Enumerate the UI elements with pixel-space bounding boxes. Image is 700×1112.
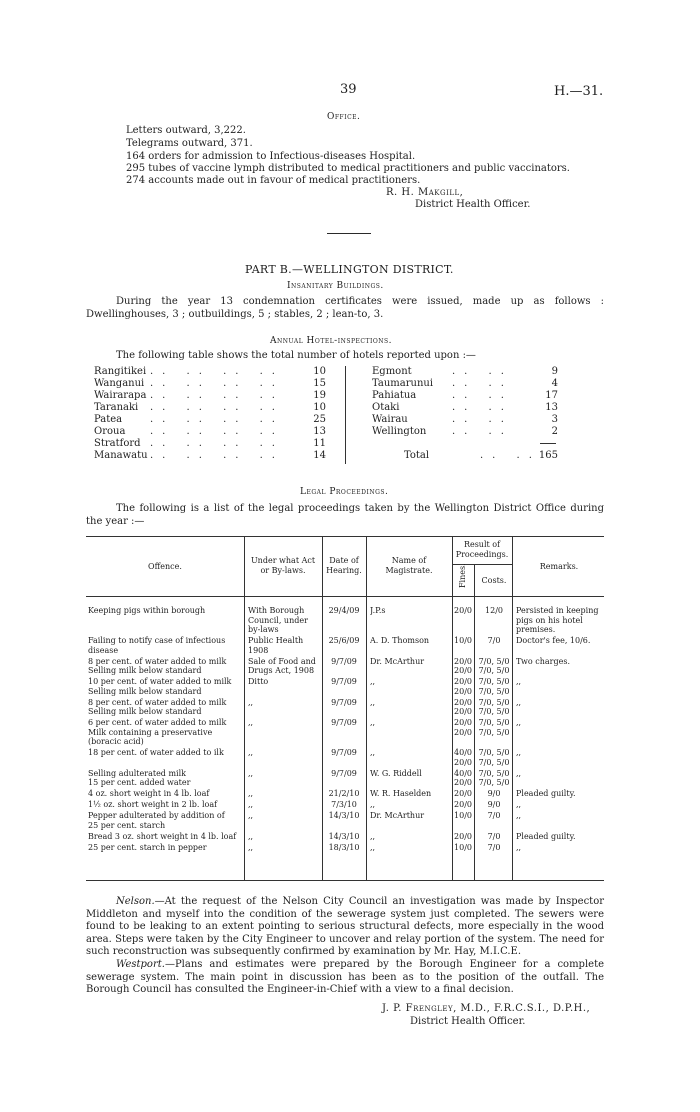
hotel-name: Wanganui: [94, 378, 145, 389]
legal-cell-costs: 7/0, 5/0: [478, 656, 510, 666]
legal-cell-offence: 8 per cent. of water added to milk: [88, 656, 227, 666]
office-signature-title: District Health Officer.: [415, 199, 531, 210]
legal-cell-act: Ditto: [248, 677, 269, 686]
legal-cell-remarks: ,,: [516, 842, 522, 852]
legal-cell-offence: Milk containing a preservative: [88, 727, 213, 737]
nelson-label: Nelson.: [116, 896, 155, 907]
westport-text: —Plans and estimates were prepared by the Borough Engineer for a complete sewerage system. The main point in discussion has been as to the position of the outfall. The Borough Council has consulted the Engineer-in-Chief with a view to a final decision.: [86, 958, 604, 996]
column-header-act: Under what Act or By-laws.: [250, 556, 316, 575]
hotel-name: Wairarapa: [94, 390, 147, 401]
legal-cell-remarks: ,,: [516, 800, 522, 809]
section-divider: [327, 233, 371, 234]
hotel-intro: The following table shows the total number of hotels reported upon :—: [116, 350, 476, 361]
office-line: Letters outward, 3,222.: [126, 125, 246, 136]
legal-cell-offence: 25 per cent. starch in pepper: [88, 842, 207, 852]
legal-cell-act: ,,: [248, 748, 254, 757]
hotel-total-value: 165: [538, 450, 558, 461]
legal-cell-fines: 20/0: [454, 666, 472, 675]
hotel-name: Taranaki: [94, 402, 139, 413]
column-header-result: Result of Proceedings.: [455, 540, 509, 559]
hotel-row: Wanganui .. .. .. .. 15: [94, 378, 326, 389]
legal-cell-offence: 18 per cent. of water added to ilk: [88, 748, 224, 757]
hotel-count: 14: [313, 450, 326, 461]
column-header-date: Date of Hearing.: [326, 556, 362, 575]
hotel-row: Wairarapa .. .. .. .. 19: [94, 390, 326, 401]
legal-cell-costs: 7/0, 5/0: [478, 697, 510, 707]
legal-cell-act: ,,: [248, 800, 254, 809]
legal-cell-offence: Selling milk below standard: [88, 707, 202, 716]
legal-cell-offence: Keeping pigs within borough: [88, 606, 206, 615]
legal-cell-act: ,,: [248, 768, 254, 778]
hotel-name: Oroua: [94, 426, 126, 437]
hotel-row: Otaki .. .. 13: [372, 402, 558, 413]
column-header-costs: Costs.: [481, 576, 507, 585]
hotel-count: 17: [545, 390, 558, 401]
legal-cell-fines: 20/0: [454, 831, 472, 841]
legal-cell-act: by-laws: [248, 625, 279, 634]
legal-cell-offence: 25 per cent. starch: [88, 820, 166, 830]
legal-cell-remarks: Pleaded guilty.: [516, 789, 576, 798]
legal-cell-offence: Bread 3 oz. short weight in 4 lb. loaf: [88, 831, 237, 841]
legal-cell-offence: 10 per cent. of water added to milk: [88, 677, 232, 686]
legal-cell-magistrate: J.P.s: [370, 606, 386, 615]
legal-cell-date: 21/2/10: [328, 789, 360, 798]
legal-cell-costs: 7/0: [487, 842, 501, 852]
office-line: 295 tubes of vaccine lymph distributed to medical practitioners and public vaccinators.: [126, 163, 570, 174]
hotel-name: Pahiatua: [372, 390, 417, 401]
legal-cell-magistrate: A. D. Thomson: [370, 636, 430, 645]
hotel-name: Patea: [94, 414, 123, 425]
legal-cell-costs: 7/0, 5/0: [478, 757, 510, 767]
office-signature-name: R. H. Makgill,: [386, 187, 464, 198]
legal-cell-fines: 20/0: [454, 686, 472, 696]
legal-cell-fines: 20/0: [454, 707, 472, 716]
legal-cell-costs: 7/0, 5/0: [478, 778, 510, 787]
legal-cell-date: 9/7/09: [331, 748, 357, 757]
insanitary-text: During the year 13 condemnation certificates were issued, made up as follows : Dwellinghouses, 3 ; outbuildings, 5 ; stables, 2 ; lean-to, 3.: [86, 296, 604, 320]
page-number: 39: [340, 82, 357, 97]
legal-cell-magistrate: ,,: [370, 831, 376, 841]
hotel-row: Rangitikei .. .. .. .. 10: [94, 366, 326, 377]
legal-cell-remarks: ,,: [516, 677, 522, 686]
hotel-name: Otaki: [372, 402, 400, 413]
legal-cell-fines: 20/0: [454, 778, 472, 787]
legal-cell-costs: 7/0: [487, 811, 501, 820]
legal-intro: The following is a list of the legal proceedings taken by the Wellington District Office during the year :—: [86, 503, 604, 527]
hotel-count: 10: [313, 366, 326, 377]
legal-cell-offence: disease: [88, 645, 119, 655]
legal-cell-magistrate: ,,: [370, 800, 376, 809]
legal-cell-magistrate: W. G. Riddell: [370, 768, 422, 778]
column-header-remarks: Remarks.: [539, 562, 579, 571]
hotel-name: Wairau: [372, 414, 408, 425]
legal-cell-fines: 10/0: [454, 842, 472, 852]
legal-cell-costs: 7/0, 5/0: [478, 718, 510, 727]
legal-cell-offence: 4 oz. short weight in 4 lb. loaf: [88, 789, 210, 798]
hotel-name: Taumarunui: [372, 378, 434, 389]
legal-cell-fines: 10/0: [454, 636, 472, 645]
legal-cell-costs: 7/0, 5/0: [478, 686, 510, 696]
legal-cell-date: 29/4/09: [328, 606, 360, 615]
legal-cell-act: ,,: [248, 811, 254, 820]
hotel-name: Wellington: [372, 426, 427, 437]
legal-cell-magistrate: ,,: [370, 842, 376, 852]
legal-cell-costs: 9/0: [487, 789, 501, 798]
legal-cell-remarks: ,,: [516, 811, 522, 820]
legal-cell-offence: 8 per cent. of water added to milk: [88, 697, 227, 707]
legal-cell-remarks: premises.: [516, 625, 556, 634]
legal-cell-date: 14/3/10: [328, 811, 360, 820]
hotel-name: Manawatu: [94, 450, 148, 461]
legal-cell-offence: Selling adulterated milk: [88, 768, 187, 778]
column-header-magistrate: Name of Magistrate.: [385, 556, 433, 575]
part-b-title: PART B.—WELLINGTON DISTRICT.: [245, 263, 454, 276]
legal-cell-fines: 40/0: [454, 768, 472, 778]
hotel-list-left: [94, 366, 326, 466]
hotel-row: Taumarunui .. .. 4: [372, 378, 558, 389]
legal-table: [86, 536, 604, 880]
signature-name: J. P. Frengley, M.D., F.R.C.S.I., D.P.H.,: [382, 1003, 591, 1014]
legal-cell-fines: 20/0: [454, 727, 472, 737]
legal-cell-date: 25/6/09: [328, 636, 360, 645]
legal-cell-costs: 7/0, 5/0: [478, 677, 510, 686]
hotel-row: Egmont .. .. 9: [372, 366, 558, 377]
legal-cell-date: 9/7/09: [331, 677, 357, 686]
legal-cell-remarks: ,,: [516, 697, 522, 707]
hotel-column-divider: [345, 366, 346, 464]
legal-cell-date: 9/7/09: [331, 656, 357, 666]
hotel-name: Egmont: [372, 366, 412, 377]
insanitary-heading: Insanitary Buildings.: [287, 281, 384, 291]
hotel-row: Taranaki .. .. .. .. 10: [94, 402, 326, 413]
legal-cell-offence: 15 per cent. added water: [88, 778, 191, 787]
legal-cell-offence: Selling milk below standard: [88, 686, 202, 696]
hotel-count: 3: [551, 414, 558, 425]
total-rule: [540, 443, 556, 444]
legal-cell-remarks: Pleaded guilty.: [516, 831, 576, 841]
legal-cell-costs: 7/0, 5/0: [478, 768, 510, 778]
legal-cell-costs: 7/0, 5/0: [478, 707, 510, 716]
legal-cell-remarks: Two charges.: [516, 656, 570, 666]
legal-cell-act: Drugs Act, 1908: [248, 666, 315, 675]
nelson-text: —At the request of the Nelson City Council an investigation was made by Inspector Middleton and myself into the condition of the sewerage system just completed. The sewers were found to be leaking to an extent pointing to serious structural defects, more especially in the wood area. Steps were taken by the City Engineer to uncover and relay portion of the system. The need for such reconstruction was subsequently confirmed by examination by Mr. Hay, M.I.C.E.: [86, 896, 604, 958]
legal-cell-costs: 9/0: [487, 800, 501, 809]
hotel-count: 10: [313, 402, 326, 413]
office-line: Telegrams outward, 371.: [126, 138, 253, 149]
legal-cell-remarks: ,,: [516, 748, 522, 757]
legal-cell-costs: 7/0: [487, 831, 501, 841]
legal-cell-fines: 20/0: [454, 656, 472, 666]
hotel-row: Wellington .. .. 2: [372, 426, 558, 437]
hotel-name: Stratford: [94, 438, 141, 449]
hotel-row: Stratford .. .. .. .. 11: [94, 438, 326, 449]
document-reference: H.—31.: [554, 84, 604, 99]
hotel-total-label: Total: [404, 450, 430, 461]
legal-cell-offence: Failing to notify case of infectious: [88, 636, 226, 645]
hotel-name: Rangitikei: [94, 366, 147, 377]
legal-cell-offence: (boracic acid): [88, 737, 144, 746]
legal-cell-fines: 20/0: [454, 677, 472, 686]
legal-cell-date: 9/7/09: [331, 697, 357, 707]
legal-cell-act: Public Health: [248, 636, 304, 645]
legal-cell-fines: 20/0: [454, 606, 472, 615]
legal-cell-fines: 20/0: [454, 789, 472, 798]
legal-cell-fines: 20/0: [454, 718, 472, 727]
legal-cell-act: ,,: [248, 697, 254, 707]
legal-cell-magistrate: ,,: [370, 677, 376, 686]
legal-cell-magistrate: W. R. Haselden: [370, 789, 432, 798]
hotel-count: 15: [313, 378, 326, 389]
legal-cell-offence: 1½ oz. short weight in 2 lb. loaf: [88, 800, 218, 809]
hotel-heading: Annual Hotel-inspections.: [270, 336, 392, 346]
nelson-paragraph: [86, 896, 604, 997]
hotel-row: Manawatu .. .. .. .. 14: [94, 450, 326, 461]
legal-cell-costs: 7/0, 5/0: [478, 666, 510, 675]
legal-cell-magistrate: Dr. McArthur: [370, 656, 425, 666]
legal-cell-remarks: ,,: [516, 768, 522, 778]
legal-cell-costs: 12/0: [485, 606, 503, 615]
legal-cell-remarks: Persisted in keeping: [516, 606, 599, 615]
legal-cell-date: 14/3/10: [328, 831, 360, 841]
legal-cell-magistrate: Dr. McArthur: [370, 811, 425, 820]
office-heading: Office.: [327, 112, 361, 122]
legal-cell-act: With Borough: [248, 606, 305, 615]
hotel-list-right: [372, 366, 558, 466]
legal-cell-fines: 10/0: [454, 811, 472, 820]
legal-cell-act: Council, under: [248, 615, 308, 625]
legal-cell-date: 9/7/09: [331, 718, 357, 727]
hotel-total-row: Total .. .. 165: [404, 450, 558, 461]
column-header-offence: Offence.: [148, 562, 182, 571]
legal-cell-act: ,,: [248, 842, 254, 852]
legal-heading: Legal Proceedings.: [300, 487, 389, 497]
hotel-count: 2: [551, 426, 558, 437]
office-line: 164 orders for admission to Infectious-diseases Hospital.: [126, 151, 416, 162]
legal-cell-costs: 7/0, 5/0: [478, 727, 510, 737]
legal-cell-fines: 20/0: [454, 697, 472, 707]
legal-cell-remarks: Doctor's fee, 10/6.: [516, 636, 591, 645]
hotel-row: Patea .. .. .. .. 25: [94, 414, 326, 425]
legal-cell-offence: 6 per cent. of water added to milk: [88, 718, 227, 727]
legal-cell-offence: Pepper adulterated by addition of: [88, 811, 225, 820]
legal-cell-magistrate: ,,: [370, 748, 376, 757]
westport-label: Westport.: [116, 958, 165, 970]
legal-cell-magistrate: ,,: [370, 718, 376, 727]
legal-cell-remarks: pigs on his hotel: [516, 615, 583, 625]
legal-cell-fines: 20/0: [454, 757, 472, 767]
hotel-count: 19: [313, 390, 326, 401]
hotel-row: Oroua .. .. .. .. 13: [94, 426, 326, 437]
legal-cell-date: 7/3/10: [331, 800, 357, 809]
hotel-row: Pahiatua .. .. 17: [372, 390, 558, 401]
legal-cell-magistrate: ,,: [370, 697, 376, 707]
hotel-count: 9: [551, 366, 558, 377]
signature-title: District Health Officer.: [410, 1016, 526, 1027]
column-header-fines: Fines.: [458, 563, 467, 588]
hotel-count: 13: [545, 402, 558, 413]
hotel-count: 13: [313, 426, 326, 437]
office-line: 274 accounts made out in favour of medical practitioners.: [126, 175, 421, 186]
legal-cell-costs: 7/0: [487, 636, 501, 645]
hotel-count: 4: [551, 378, 558, 389]
hotel-row: Wairau .. .. 3: [372, 414, 558, 425]
legal-cell-offence: Selling milk below standard: [88, 666, 202, 675]
legal-cell-costs: 7/0, 5/0: [478, 748, 510, 757]
legal-cell-fines: 20/0: [454, 800, 472, 809]
hotel-count: 11: [313, 438, 326, 449]
hotel-count: 25: [313, 414, 326, 425]
legal-cell-date: 18/3/10: [328, 842, 360, 852]
legal-cell-date: 9/7/09: [331, 768, 357, 778]
legal-cell-act: 1908: [248, 645, 269, 655]
legal-cell-act: Sale of Food and: [248, 656, 316, 666]
legal-cell-act: ,,: [248, 789, 254, 798]
legal-cell-remarks: ,,: [516, 718, 522, 727]
legal-cell-fines: 40/0: [454, 748, 472, 757]
legal-cell-act: ,,: [248, 718, 254, 727]
legal-cell-act: ,,: [248, 831, 254, 841]
